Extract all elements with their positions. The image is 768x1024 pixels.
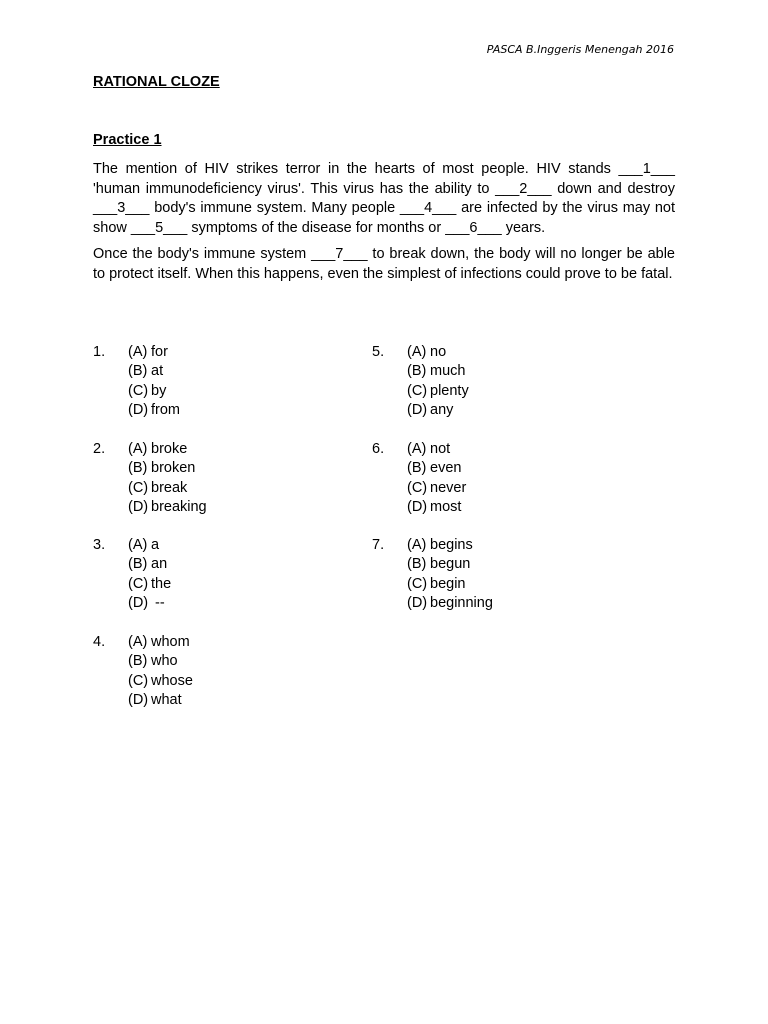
option-d[interactable]: (D) most [407,498,462,515]
option-list [407,343,469,420]
question-number: 7. [372,537,385,553]
option-c[interactable]: (C) plenty [407,382,469,399]
option-b[interactable]: (B) begun [407,556,471,573]
option-d[interactable]: (D) -- [128,594,165,611]
option-d[interactable]: (D) from [128,401,180,418]
option-list [407,440,466,517]
header-note: PASCA B.Inggeris Menengah 2016 [486,43,674,56]
option-a[interactable]: (A) no [407,344,447,360]
option-b[interactable]: (B) broken [128,460,196,477]
option-d[interactable]: (D) beginning [407,594,493,611]
passage-paragraph: The mention of HIV strikes terror in the hearts of most people. HIV stands ___1___ 'human immunodeficiency virus'. This virus has the ability to ___2___ down and destroy ___3___ body's immune system. Many people ___4___ are infected by the virus may not show ___5___ symptoms of the disease for months or ___6___ years. [93,161,675,236]
passage [93,160,675,291]
option-b[interactable]: (B) who [128,653,178,670]
option-d[interactable]: (D) breaking [128,498,207,515]
option-list [407,536,493,613]
question-number: 5. [372,344,385,360]
option-c[interactable]: (C) whose [128,672,193,689]
option-d[interactable]: (D) any [407,401,454,418]
question-number: 1. [93,344,106,360]
option-list [128,343,180,420]
option-a[interactable]: (A) begins [407,537,473,553]
question-number: 4. [93,634,106,650]
option-b[interactable]: (B) much [407,363,466,380]
option-b[interactable]: (B) even [407,460,462,477]
question-number: 3. [93,537,106,553]
option-d[interactable]: (D) what [128,691,182,708]
document-title: RATIONAL CLOZE [93,74,220,90]
practice-title: Practice 1 [93,132,162,148]
option-a[interactable]: (A) broke [128,441,188,457]
question-number: 2. [93,441,106,457]
option-list [128,440,207,517]
option-c[interactable]: (C) never [407,479,467,496]
option-a[interactable]: (A) not [407,441,451,457]
option-c[interactable]: (C) begin [407,575,466,592]
option-c[interactable]: (C) by [128,382,167,399]
option-c[interactable]: (C) the [128,575,172,592]
option-list [128,536,171,613]
option-a[interactable]: (A) whom [128,634,190,650]
option-b[interactable]: (B) at [128,363,164,380]
option-list [128,633,193,710]
option-a[interactable]: (A) for [128,344,168,360]
option-a[interactable]: (A) a [128,537,160,553]
passage-paragraph: Once the body's immune system ___7___ to break down, the body will no longer be able to protect itself. When this happens, even the simplest of infections could prove to be fatal. [93,246,675,282]
question-number: 6. [372,441,385,457]
option-c[interactable]: (C) break [128,479,188,496]
option-b[interactable]: (B) an [128,556,168,573]
